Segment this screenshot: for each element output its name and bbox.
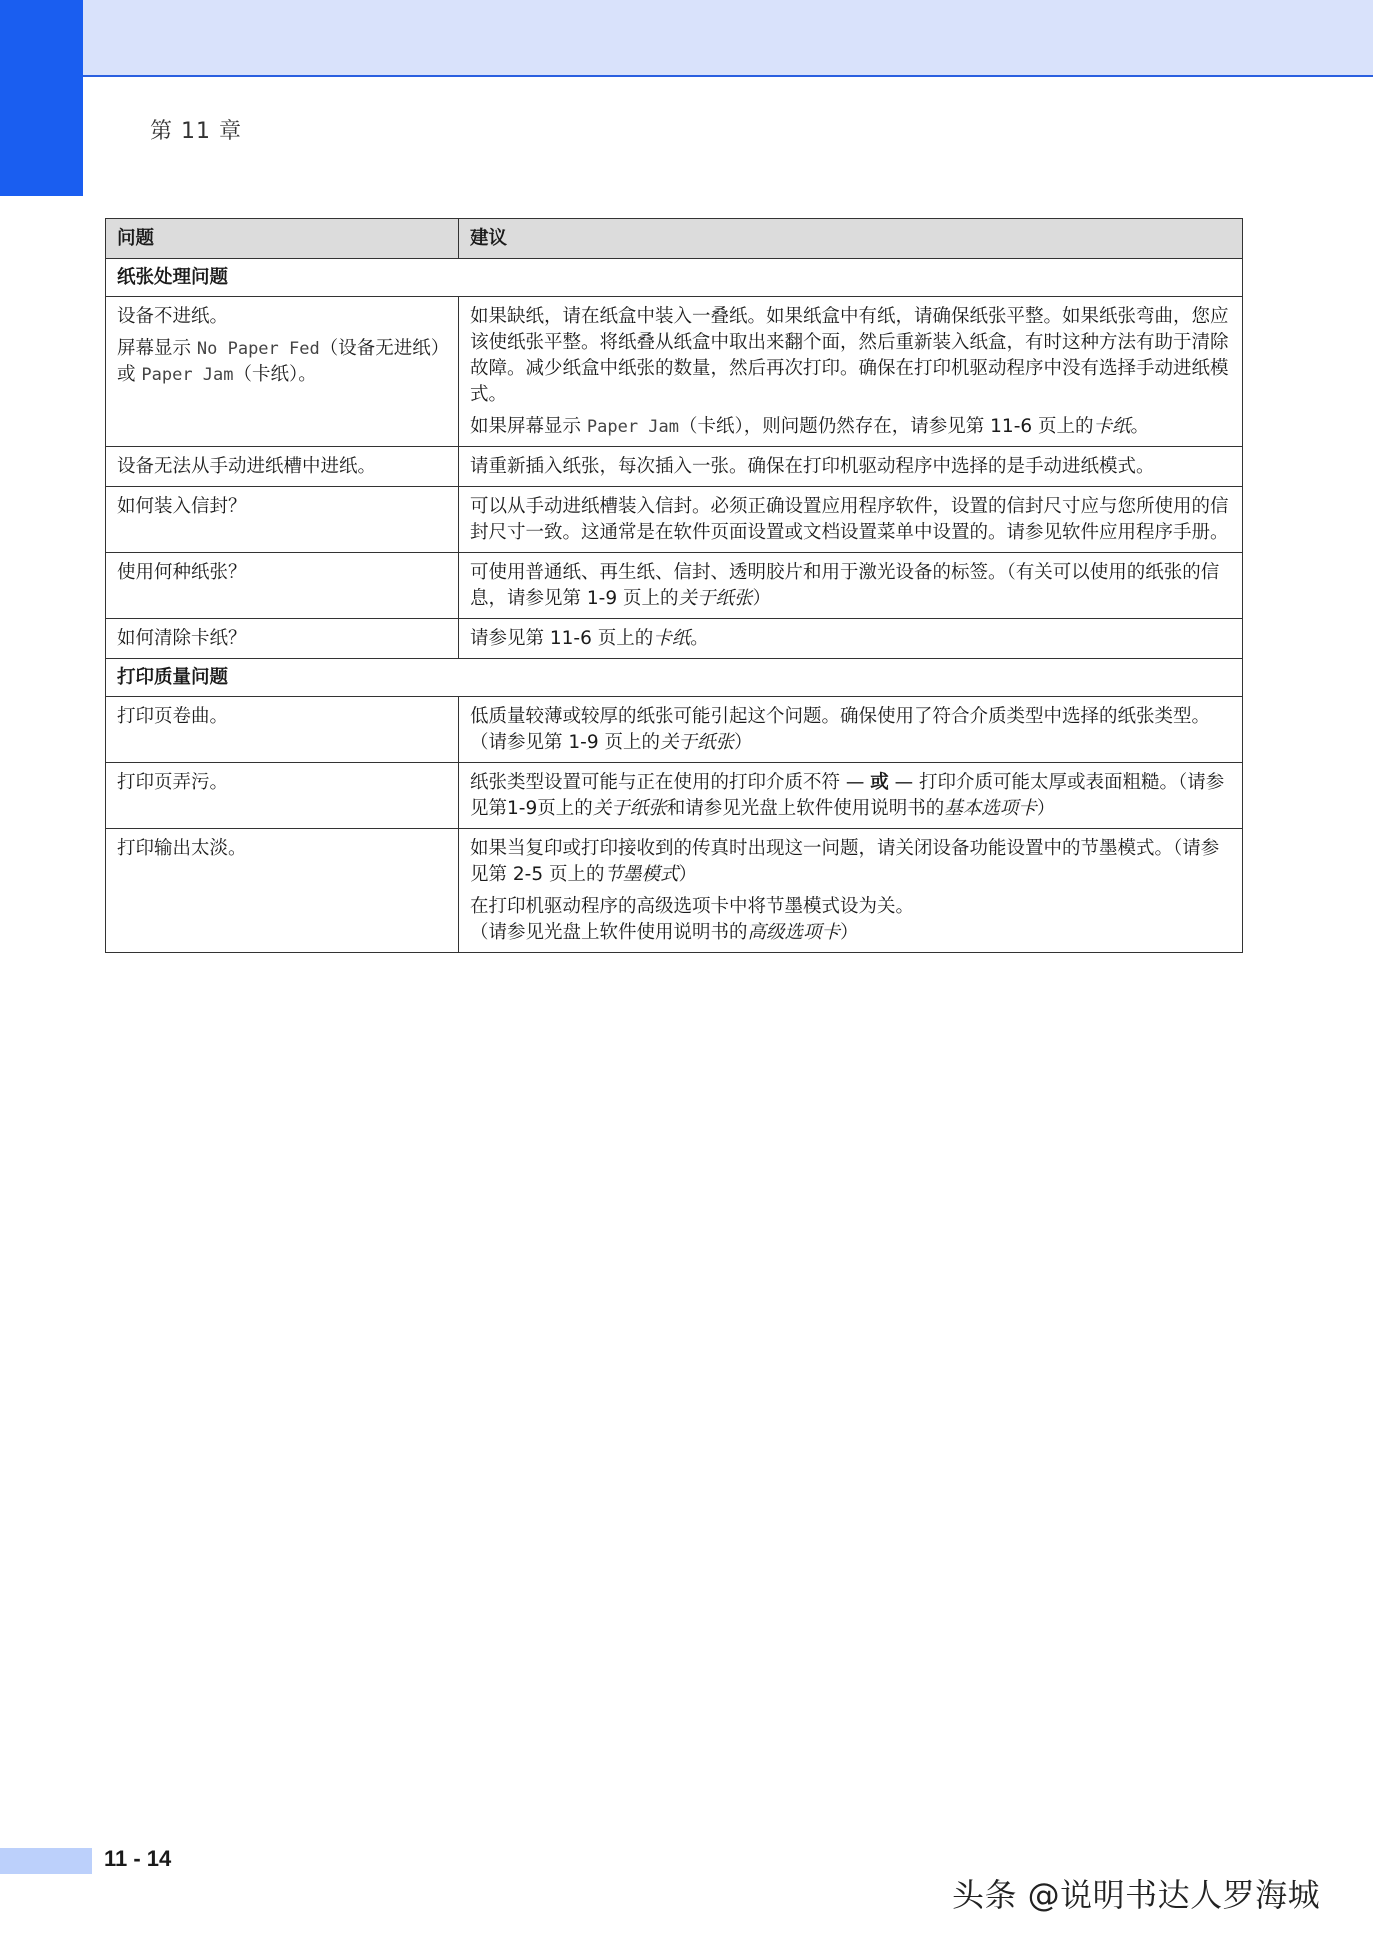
top-header-band: [0, 0, 1373, 77]
problem-cell: 打印输出太淡。: [106, 829, 459, 953]
cross-reference-link[interactable]: 卡纸: [1093, 416, 1131, 437]
table-row: [106, 619, 1243, 659]
suggestion-text: 如果屏幕显示 Paper Jam（卡纸），则问题仍然存在，请参见第 11-6 页上的卡纸。: [470, 416, 1150, 437]
chapter-label: 第 11 章: [150, 119, 242, 144]
table-row: [106, 297, 1243, 447]
section-title: 打印质量问题: [106, 659, 1243, 697]
suggestion-cell: 可以从手动进纸槽装入信封。必须正确设置应用程序软件，设置的信封尺寸应与您所使用的信封尺寸一致。这通常是在软件页面设置或文档设置菜单中设置的。请参见软件应用程序手册。: [459, 487, 1243, 553]
cross-reference-link[interactable]: 关于纸张: [659, 732, 734, 753]
problem-text: 设备不进纸。: [117, 306, 229, 327]
chapter-tab-marker: [0, 0, 83, 196]
suggestion-cell: 可使用普通纸、再生纸、信封、透明胶片和用于激光设备的标签。（有关可以使用的纸张的信息，请参见第 1-9 页上的关于纸张）: [459, 553, 1243, 619]
suggestion-cell: [459, 829, 1243, 953]
cross-reference-link[interactable]: 节墨模式: [604, 864, 679, 885]
section-title: 纸张处理问题: [106, 259, 1243, 297]
table-row: [106, 487, 1243, 553]
suggestion-text: 如果当复印或打印接收到的传真时出现这一问题，请关闭设备功能设置中的节墨模式。（请参见第 2-5 页上的节墨模式）: [470, 838, 1220, 885]
table-row: [106, 763, 1243, 829]
table-header-row: [106, 219, 1243, 259]
problem-text: 屏幕显示 No Paper Fed（设备无进纸）或 Paper Jam（卡纸）。: [117, 338, 440, 385]
table-row: [106, 829, 1243, 953]
column-header-suggestion: 建议: [459, 219, 1243, 259]
watermark: 头条 @说明书达人罗海城: [952, 1876, 1321, 1914]
problem-cell: 打印页卷曲。: [106, 697, 459, 763]
footer-accent-bar: [0, 1848, 92, 1874]
problem-cell: 设备无法从手动进纸槽中进纸。: [106, 447, 459, 487]
cross-reference-link[interactable]: 卡纸: [653, 628, 691, 649]
cross-reference-link[interactable]: 关于纸张: [678, 588, 753, 609]
problem-cell: 如何清除卡纸？: [106, 619, 459, 659]
table-row: [106, 447, 1243, 487]
problem-cell: 打印页弄污。: [106, 763, 459, 829]
suggestion-cell: 低质量较薄或较厚的纸张可能引起这个问题。确保使用了符合介质类型中选择的纸张类型。（请参见第 1-9 页上的关于纸张）: [459, 697, 1243, 763]
troubleshooting-table: [105, 218, 1243, 953]
problem-cell: 如何装入信封？: [106, 487, 459, 553]
cross-reference-link[interactable]: 基本选项卡: [944, 798, 1037, 819]
section-row-print-quality: [106, 659, 1243, 697]
table-row: [106, 697, 1243, 763]
page-number: 11 - 14: [104, 1846, 172, 1871]
suggestion-cell: 请参见第 11-6 页上的卡纸。: [459, 619, 1243, 659]
cross-reference-link[interactable]: 高级选项卡: [747, 922, 841, 943]
table-row: [106, 553, 1243, 619]
section-row-paper-handling: [106, 259, 1243, 297]
cross-reference-link[interactable]: 关于纸张: [592, 798, 667, 819]
problem-cell: 使用何种纸张？: [106, 553, 459, 619]
suggestion-cell: [459, 297, 1243, 447]
suggestion-text: 如果缺纸，请在纸盒中装入一叠纸。如果纸盒中有纸，请确保纸张平整。如果纸张弯曲，您应该使纸张平整。将纸叠从纸盒中取出来翻个面，然后重新装入纸盒，有时这种方法有助于清除故障。减少纸盒中纸张的数量，然后再次打印。确保在打印机驱动程序中没有选择手动进纸模式。: [470, 306, 1229, 405]
suggestion-cell: 请重新插入纸张，每次插入一张。确保在打印机驱动程序中选择的是手动进纸模式。: [459, 447, 1243, 487]
column-header-problem: 问题: [106, 219, 459, 259]
problem-cell: [106, 297, 459, 447]
suggestion-text: 在打印机驱动程序的高级选项卡中将节墨模式设为关。 （请参见光盘上软件使用说明书的高级选项卡）: [470, 896, 915, 943]
suggestion-cell: 纸张类型设置可能与正在使用的打印介质不符 — 或 — 打印介质可能太厚或表面粗糙。（请参见第1-9页上的关于纸张和请参见光盘上软件使用说明书的基本选项卡）: [459, 763, 1243, 829]
